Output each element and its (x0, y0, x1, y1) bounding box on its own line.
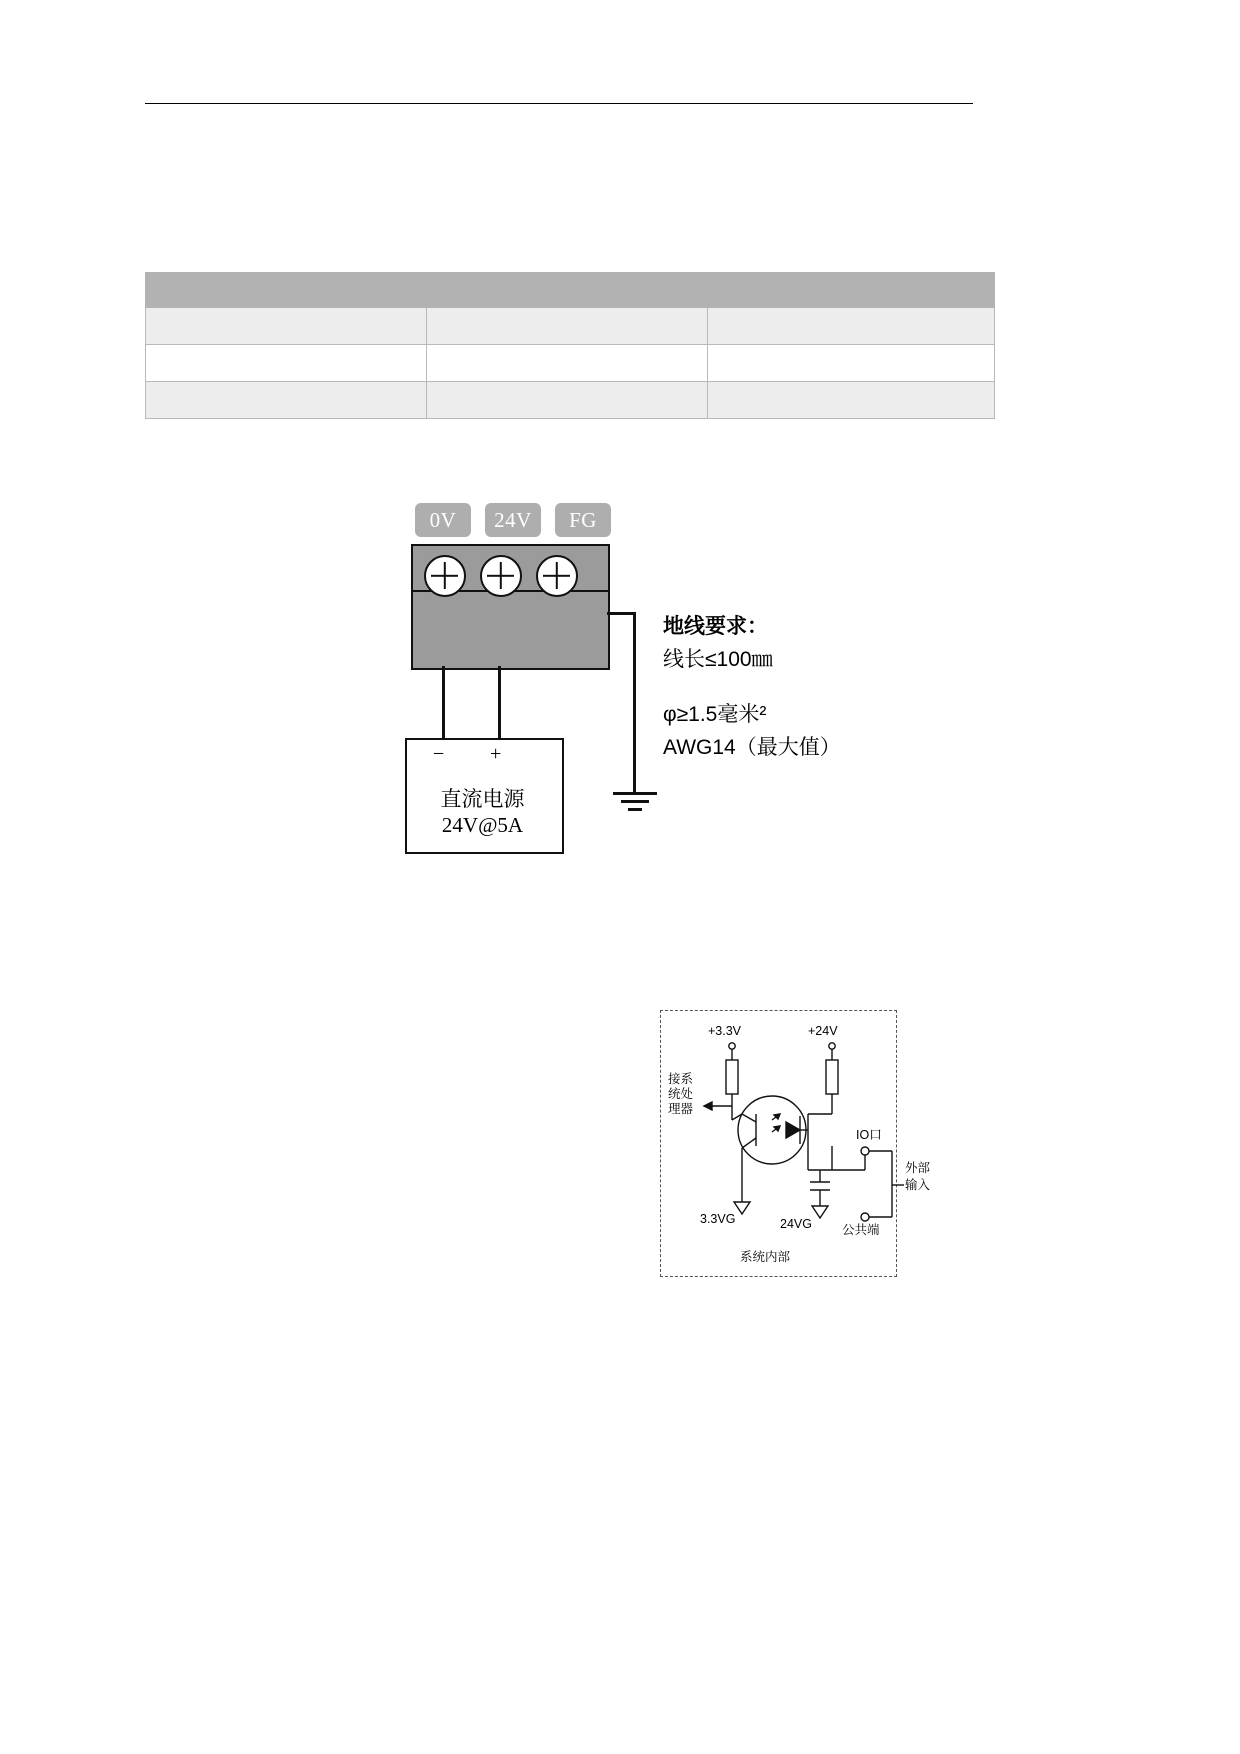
ground-requirement-diameter: φ≥1.5毫米² (663, 703, 767, 726)
table-row (146, 382, 995, 419)
table-cell (427, 345, 708, 382)
screw-terminal-icon (536, 555, 578, 597)
table-cell (708, 345, 995, 382)
power-wiring-diagram (395, 495, 955, 875)
label-common-terminal: 公共端 (842, 1223, 880, 1237)
label-supply-3v3: +3.3V (708, 1024, 742, 1038)
psu-plus-terminal: + (490, 743, 502, 765)
label-io-port: IO口 (856, 1128, 882, 1142)
table-cell (708, 308, 995, 345)
ground-requirement-awg: AWG14（最大值） (663, 736, 841, 759)
table-cell (146, 382, 427, 419)
pin-label-24v: 24V (485, 503, 541, 537)
table-cell (708, 382, 995, 419)
wire-fg-horizontal (607, 612, 635, 615)
table-cell (427, 308, 708, 345)
optocoupler-schematic (660, 1010, 990, 1300)
wire-fg-vertical (633, 612, 636, 792)
optocoupler-input-circuit-diagram (660, 1010, 990, 1300)
page-header-rule (145, 103, 973, 104)
earth-ground-icon (621, 800, 649, 803)
table-cell (427, 382, 708, 419)
pin-label-fg: FG (555, 503, 611, 537)
label-ground-3v3: 3.3VG (700, 1212, 736, 1226)
psu-minus-terminal: − (433, 743, 445, 765)
ground-requirement-title: 地线要求： (663, 615, 768, 638)
table-header-cell-2 (427, 273, 708, 308)
screw-terminal-icon (480, 555, 522, 597)
table-header-row (146, 273, 995, 308)
label-system-internal: 系统内部 (740, 1250, 791, 1264)
table-cell (146, 345, 427, 382)
label-to-system-processor: 接系 统处 理器 (668, 1072, 694, 1116)
earth-ground-icon (613, 792, 657, 795)
table-cell (146, 308, 427, 345)
label-supply-24v: +24V (808, 1024, 838, 1038)
label-ground-24v: 24VG (780, 1217, 812, 1231)
screw-terminal-icon (424, 555, 466, 597)
psu-title: 直流电源 (440, 788, 525, 811)
label-external-input: 外部 输入 (905, 1161, 931, 1192)
pin-label-0v: 0V (415, 503, 471, 537)
table-header-cell-3 (708, 273, 995, 308)
table-row (146, 308, 995, 345)
wire-0v (442, 666, 445, 738)
table-header-cell-1 (146, 273, 427, 308)
wire-24v (498, 666, 501, 738)
spec-table (145, 272, 995, 419)
ground-requirement-length: 线长≤100㎜ (663, 648, 773, 671)
earth-ground-icon (628, 808, 642, 811)
table-row (146, 345, 995, 382)
psu-rating: 24V@5A (441, 813, 524, 837)
ground-requirement-note (663, 610, 943, 764)
